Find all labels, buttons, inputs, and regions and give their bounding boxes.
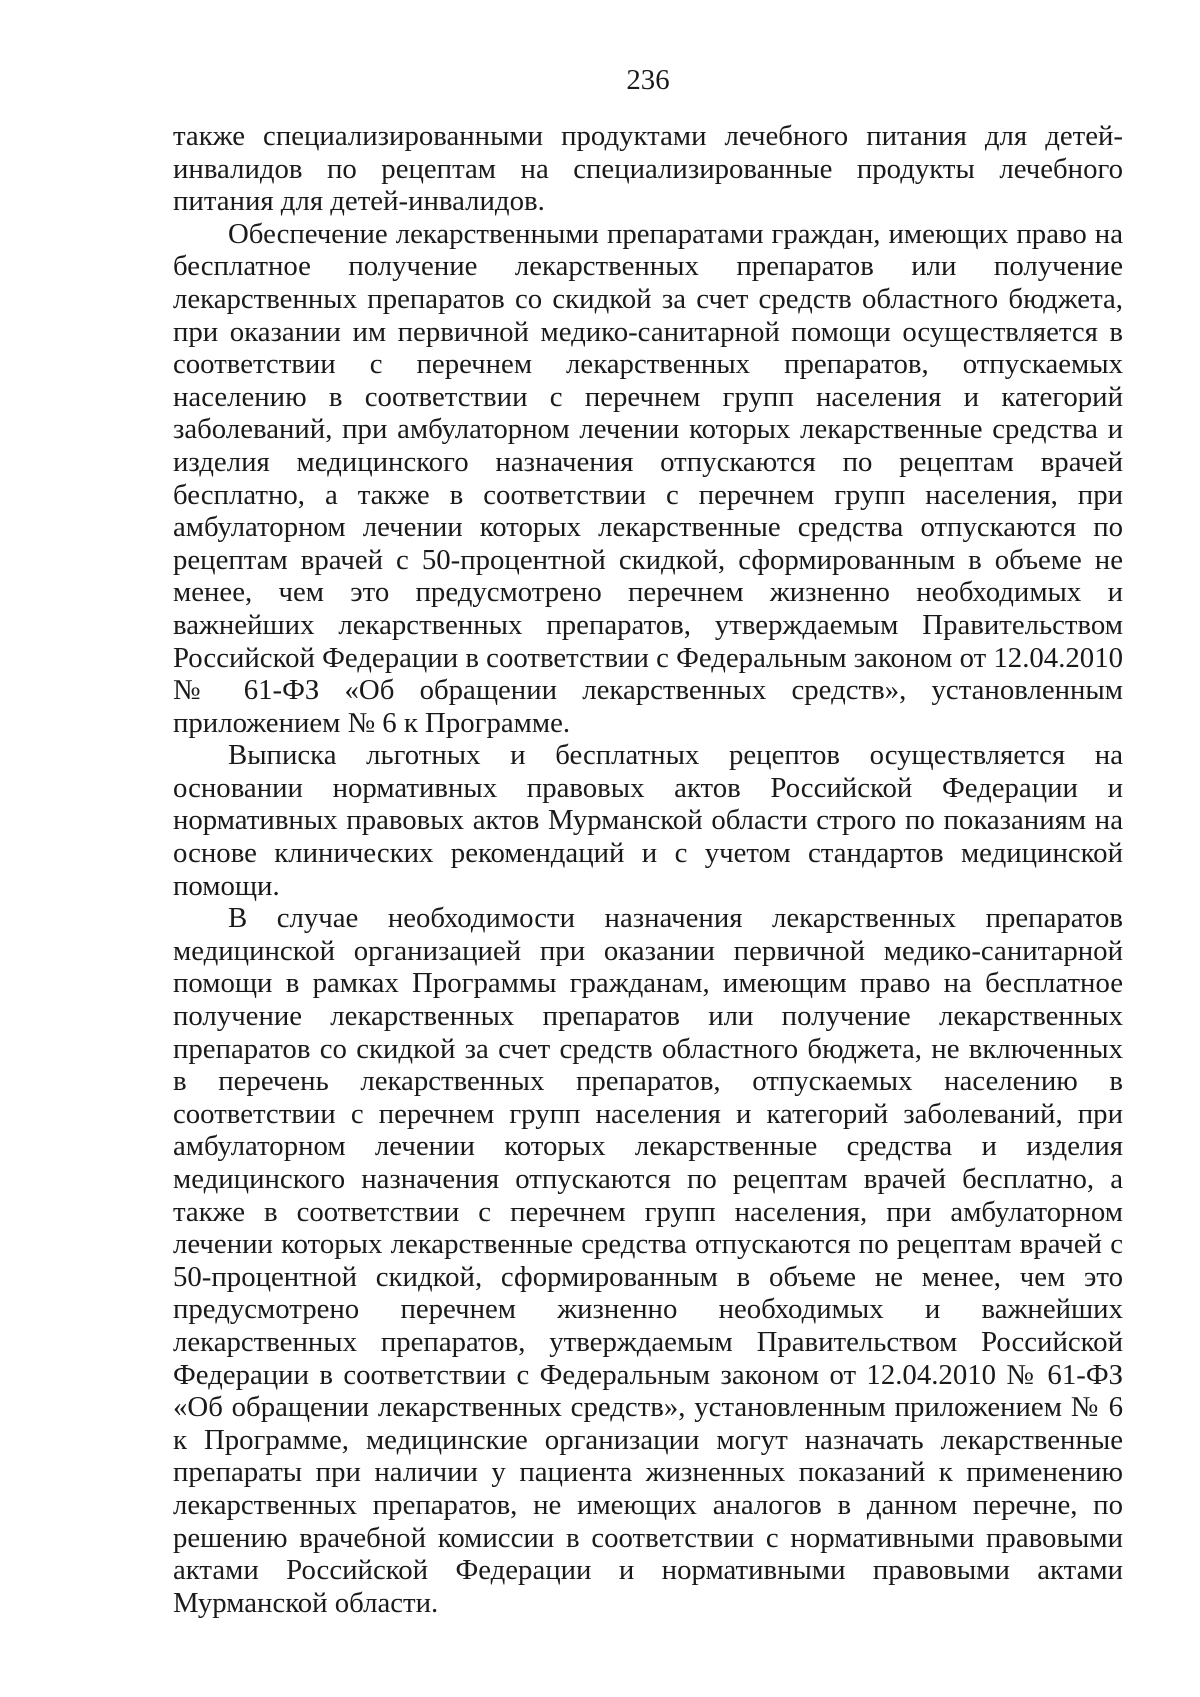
page-number: 236 <box>626 64 670 96</box>
paragraph-4: В случае необходимости назначения лекарственных препаратов медицинской организацией при оказании первичной медико-санитарной помощи в рамках Программы гражданам, имеющим право на бесплатное получение лекарственных препаратов или получение лекарственных препаратов со скидкой за счет средств областного бюджета, не включенных в перечень лекарственных препаратов, отпускаемых населению в соответствии с перечнем групп населения и категорий заболеваний, при амбулаторном лечении которых лекарственные средства и изделия медицинского назначения отпускаются по рецептам врачей бесплатно, а также в соответствии с перечнем групп населения, при амбулаторном лечении которых лекарственные средства отпускаются по рецептам врачей с 50-процентной скидкой, сформированным в объеме не менее, чем это предусмотрено перечнем жизненно необходимых и важнейших лекарственных препаратов, утверждаемым Правительством Российской Федерации в соответствии с Федеральным законом от 12.04.2010 № 61-ФЗ «Об обращении лекарственных средств», установленным приложением № 6 к Программе, медицинские организации могут назначать лекарственные препараты при наличии у пациента жизненных показаний к применению лекарственных препаратов, не имеющих аналогов в данном перечне, по решению врачебной комиссии в соответствии с нормативными правовыми актами Российской Федерации и нормативными правовыми актами Мурманской области. <box>173 902 1123 1619</box>
paragraph-2: Обеспечение лекарственными препаратами граждан, имеющих право на бесплатное получение лекарственных препаратов или получение лекарственных препаратов со скидкой за счет средств областного бюджета, при оказании им первичной медико-санитарной помощи осуществляется в соответствии с перечнем лекарственных препаратов, отпускаемых населению в соответствии с перечнем групп населения и категорий заболеваний, при амбулаторном лечении которых лекарственные средства и изделия медицинского назначения отпускаются по рецептам врачей бесплатно, а также в соответствии с перечнем групп населения, при амбулаторном лечении которых лекарственные средства отпускаются по рецептам врачей с 50-процентной скидкой, сформированным в объеме не менее, чем это предусмотрено перечнем жизненно необходимых и важнейших лекарственных препаратов, утверждаемым Правительством Российской Федерации в соответствии с Федеральным законом от 12.04.2010 № 61-ФЗ «Об обращении лекарственных средств», установленным приложением № 6 к Программе. <box>173 217 1123 739</box>
document-page <box>173 64 1123 1619</box>
paragraph-1: также специализированными продуктами лечебного питания для детей-инвалидов по рецептам на специализированные продукты лечебного питания для детей-инвалидов. <box>173 120 1123 218</box>
paragraph-3: Выписка льготных и бесплатных рецептов осуществляется на основании нормативных правовых актов Российской Федерации и нормативных правовых актов Мурманской области строго по показаниям на основе клинических рекомендаций и с учетом стандартов медицинской помощи. <box>173 739 1123 902</box>
